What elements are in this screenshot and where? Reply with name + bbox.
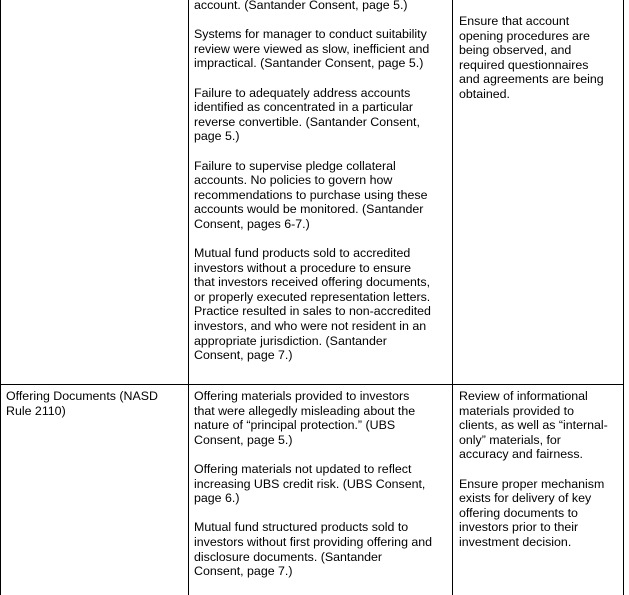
table-row-divider: [0, 384, 624, 385]
table-border-left: [0, 0, 1, 595]
table-border-right: [623, 0, 624, 595]
row1-recommendation-1: Ensure that account opening procedures are being observed, and required questionnaires and agreements are being obtained.: [459, 14, 604, 101]
table-column-divider-2: [452, 0, 453, 595]
row2-category-text: Offering Documents (NASD Rule 2110): [6, 389, 158, 418]
row2-recommendation-2: Ensure proper mechanism exists for delivery of key offering documents to investors prior to their investment decision.: [459, 476, 605, 549]
row1-finding-5: Mutual fund products sold to accredited investors without a procedure to ensure that investors received offering documents, or properly executed representation letters. Practice resulted in sales to non-accredited investors, and who were not resident in an appropriate jurisdiction. (Santander Consent, page 7.): [194, 246, 431, 363]
table-column-divider-1: [188, 0, 189, 595]
row2-findings-cell: [194, 389, 450, 579]
row2-recommendation-1: Review of informational materials provided to clients, as well as “internal- only” materials, for accuracy and fairness.: [459, 389, 608, 462]
row2-category-cell: [6, 389, 182, 418]
row2-finding-3: Mutual fund structured products sold to investors without first providing offering and disclosure documents. (Santander Consent, page 7.): [194, 520, 433, 579]
row1-finding-4: Failure to supervise pledge collateral accounts. No policies to govern how recommendations to purchase using these accounts would be monitored. (Santander Consent, pages 6-7.): [194, 158, 428, 231]
row2-recommendations-cell: [459, 389, 621, 550]
row1-recommendations-cell: [459, 14, 621, 102]
row1-finding-2: Systems for manager to conduct suitability review were viewed as slow, inefficient and impractical. (Santander Consent, page 5.): [194, 27, 430, 71]
row2-finding-1: Offering materials provided to investors that were allegedly misleading about the nature of “principal protection.” (UBS Consent, page 5.): [194, 389, 416, 447]
row1-finding-1: account. (Santander Consent, page 5.): [194, 0, 408, 12]
row2-finding-2: Offering materials not updated to reflect increasing UBS credit risk. (UBS Consent, page 6.): [194, 461, 426, 506]
row1-findings-cell: [194, 0, 450, 363]
row1-finding-3: Failure to adequately address accounts identified as concentrated in a particular reverse convertible. (Santander Consent, page 5.): [194, 85, 420, 144]
